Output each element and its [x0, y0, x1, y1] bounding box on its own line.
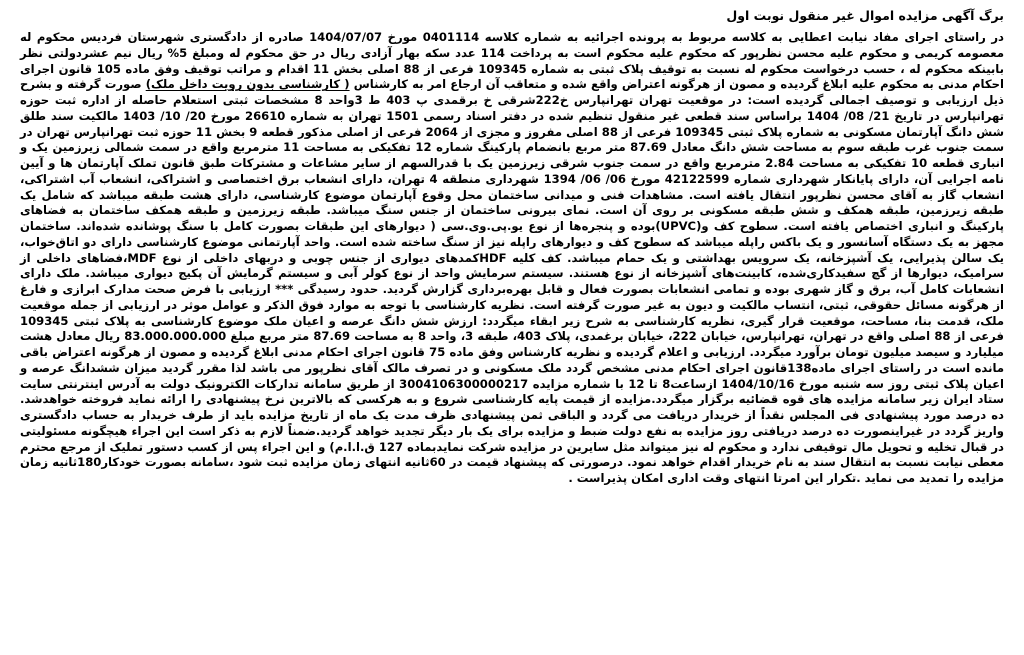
notice-body-underlined: ( کارشناسی بدون رویت داخل ملک) — [145, 77, 350, 92]
notice-body-part2: صورت گرفته و بشرح ذیل ارزیابی و توصیف اجمالی گردیده است: در موقعیت تهران تهرانپارس خ222شرقی خ برقمدی پ 403 ط 3واحد 8 مشخصات ثبتی استعلام حاصله از اداره ثبت حوزه تهرانپارس در تاریخ 21/ 08/ 1404 براساس سند قطعی غیر منقول تنظیم شده در دفتر اسناد رسمی 1501 تهران به شماره 26610 مورخ 20/ 10/ 1403 مالکیت سند طلق شش دانگ آپارتمان مسکونی به شماره پلاک ثبتی 109345 فرعی از 88 اصلی مفروز و مجزی از 2064 فرعی از اصلی مذکور قطعه 9 بخش 11 حوزه ثبت تهرانپارس تهران در سمت جنوب غرب طبقه سوم به مساحت شش دانگ معادل 87.69 متر مربع بانضمام پارکینگ شماره 12 تفکیکی به مساحت 11 مترمربع واقع در سمت شمالی زیرزمین یک و انباری قطعه 10 تفکیکی به مساحت 2.84 مترمربع واقع در سمت جنوب شرقی زیرزمین یک با قدرالسهم از سایر مشاعات و مشترکات طبق قانون تملک آپارتمان ها و آیین نامه اجرایی آن، دارای پایانکار شهرداری شماره 42122599 مورخ 06/ 06/ 1394 شهرداری منطقه 4 تهران، دارای انشعاب برق اختصاصی و اشتراکی، انشعاب آب اشتراکی، انشعاب گاز به آقای محسن نظرپور انتقال یافته است. مشاهدات فنی و میدانی ساختمان محل وقوع آپارتمان موضوع کارشناسی، دارای هشت طبقه میباشد که شامل یک طبقه زیرزمین، طبقه همکف و شش طبقه مسکونی بر روی آن است. نمای بیرونی ساختمان از جنس سنگ میباشد. طبقه زیرزمین و طبقه همکف ساختمان به فضاهای پارکینگ و انباری اختصاص یافته است. سطوح کف و(UPVC)بوده و پنجره‌ها از نوع یو.پی.وی.سی ( دیوارهای این طبقات بصورت کامل با سنگ پوشانده شده‌اند. ساختمان مجهز به یک دستگاه آسانسور و یک باکس راپله میباشد که سطوح کف و دیوارهای راپله نیز از سنگ ساخته شده است. واحد آپارتمانی موضوع کارشناسی دارای دو اتاق‌خواب، یک سالن پذیرایی، یک آشپزخانه، یک سرویس بهداشتی و یک حمام میباشد. کف کلیه HDFکمدهای دیواری از جنس چوبی و دربهای داخلی از نوع MDF،فضاهای داخلی از سرامیک، دیوارها از گچ سفیدکاری‌شده، کابینت‌های آشپزخانه از نوع هستند. سیستم سرمایش واحد از نوع کولر آبی و سیستم گرمایش آن پکیج دیواری میباشد. ملک دارای انشعابات کامل آب، برق و گاز شهری بوده و تمامی انشعابات بصورت فعال و قابل بهره‌برداری گزارش گردید. حدود رسیدگی *** ارزیابی با فرض صحت مدارک ابرازی و فارغ از هرگونه مسائل حقوقی، ثبتی، انتساب مالکیت و دیون به غیر صورت گرفته است. نظریه کارشناسی با توجه به موارد فوق الذکر و عوامل موثر در ارزیابی از جمله موقعیت ملک، قدمت بنا، مساحت، موقعیت قرار گیری، نظریه کارشناسی به شرح زیر ابقاء میگردد: ارزش شش دانگ عرصه و اعیان ملک موضوع کارشناسی به پلاک ثبتی 109345 فرعی از 88 اصلی واقع در تهران، تهرانپارس، خیابان 222، خیابان برغمدی، پلاک 403، طبقه 3، واحد 8 به مساحت 87.69 متر مربع مبلغ 83.000.000.000 ریال معادل هشت میلیارد و سیصد میلیون تومان برآورد میگردد. ارزیابی و اعلام گردیده و نظریه کارشناس وفق ماده 75 قانون اجرای احکام مدنی ابلاغ گردیده و مصون از هرگونه اعتراض باقی مانده است در راستای اجرای ماده138قانون اجرای احکام مدنی مشخص گردد ملک مسکونی و در تصرف مالک آقای نظرپور می باشد لذا مقرر گردید میزان ششدانگ عرصه و اعیان پلاک ثبتی روز سه شنبه مورخ 1404/10/16 ازساعت8 تا 12 با شماره مزایده 3004106300000217 از طریق سامانه تدارکات الکترونیک دولت به آدرس اینترنتی سایت ستاد ایران زیر سامانه مزایده های قوه قضائیه برگزار میگردد.مزایده از قیمت پایه کارشناسی شروع و به هرکسی که بالاترین نرخ پیشنهادی را ارائه نماید فروخته خواهدشد. ده درصد مورد پیشنهادی فی المجلس نقداً از خریدار دریافت می گردد و الباقی ثمن پیشنهادی ظرف مدت یک ماه از تاریخ مزایده باید از طرف خریدار به حساب دادگستری واریز گردد در غیراینصورت ده درصد دریافتی روز مزایده به نفع دولت ضبط و مزایده برای یک بار دیگر تجدید خواهد گردید.ضمناً لازم به ذکر است این اجراء هیچگونه مسئولیتی در قبال تخلیه و تحویل مال توقیفی ندارد و محکوم له نیز میتواند مثل سایرین در مزایده شرکت نمایدبماده 127 ق.ا.ا.م) و این اجراء پس از کسب دستور تملیک از مرجع محترم معطی نیابت نسبت به انتقال سند به نام خریدار اقدام خواهد نمود. درصورتی که پیشنهاد قیمت در 60ثانیه انتهای زمان مزایده ثبت شود ،سامانه بصورت خودکار180ثانیه زمان مزایده را تمدید می نماید .تکرار این امرتا انتهای وقت اداری امکان پذیراست . — [20, 77, 1005, 485]
notice-body — [20, 30, 1004, 487]
notice-body-part1: در راستای اجرای مفاد نیابت اعطایی به کلاسه مربوط به پرونده اجرائیه به شماره کلاسه 0401114 مورخ 1404/07/07 صادره از دادگستری شهرستان فردیس محکوم له معصومه کریمی و محکوم علیه محسن نظرپور که محکوم علیه محکوم است به پرداخت 114 عدد سکه بهار آزادی ریال در حق محکوم له ومبلغ 5% ریال نیم عشردولتی نظر بابینکه محکوم له ، حسب درخواست محکوم له نسبت به توقیف پلاک ثبتی به شماره 109345 فرعی از 88 اصلی بخش 11 اقدام و مراتب توقیف وفق ماده 105 قانون اجرای احکام مدنی به محکوم علیه ابلاغ گردیده و مصون از هرگونه اعتراض واقع شده و متعاقب آن ارجاع امر به کارشناس — [20, 30, 1005, 92]
notice-title: برگ آگهی مزایده اموال غیر منقول نوبت اول — [726, 8, 1004, 23]
